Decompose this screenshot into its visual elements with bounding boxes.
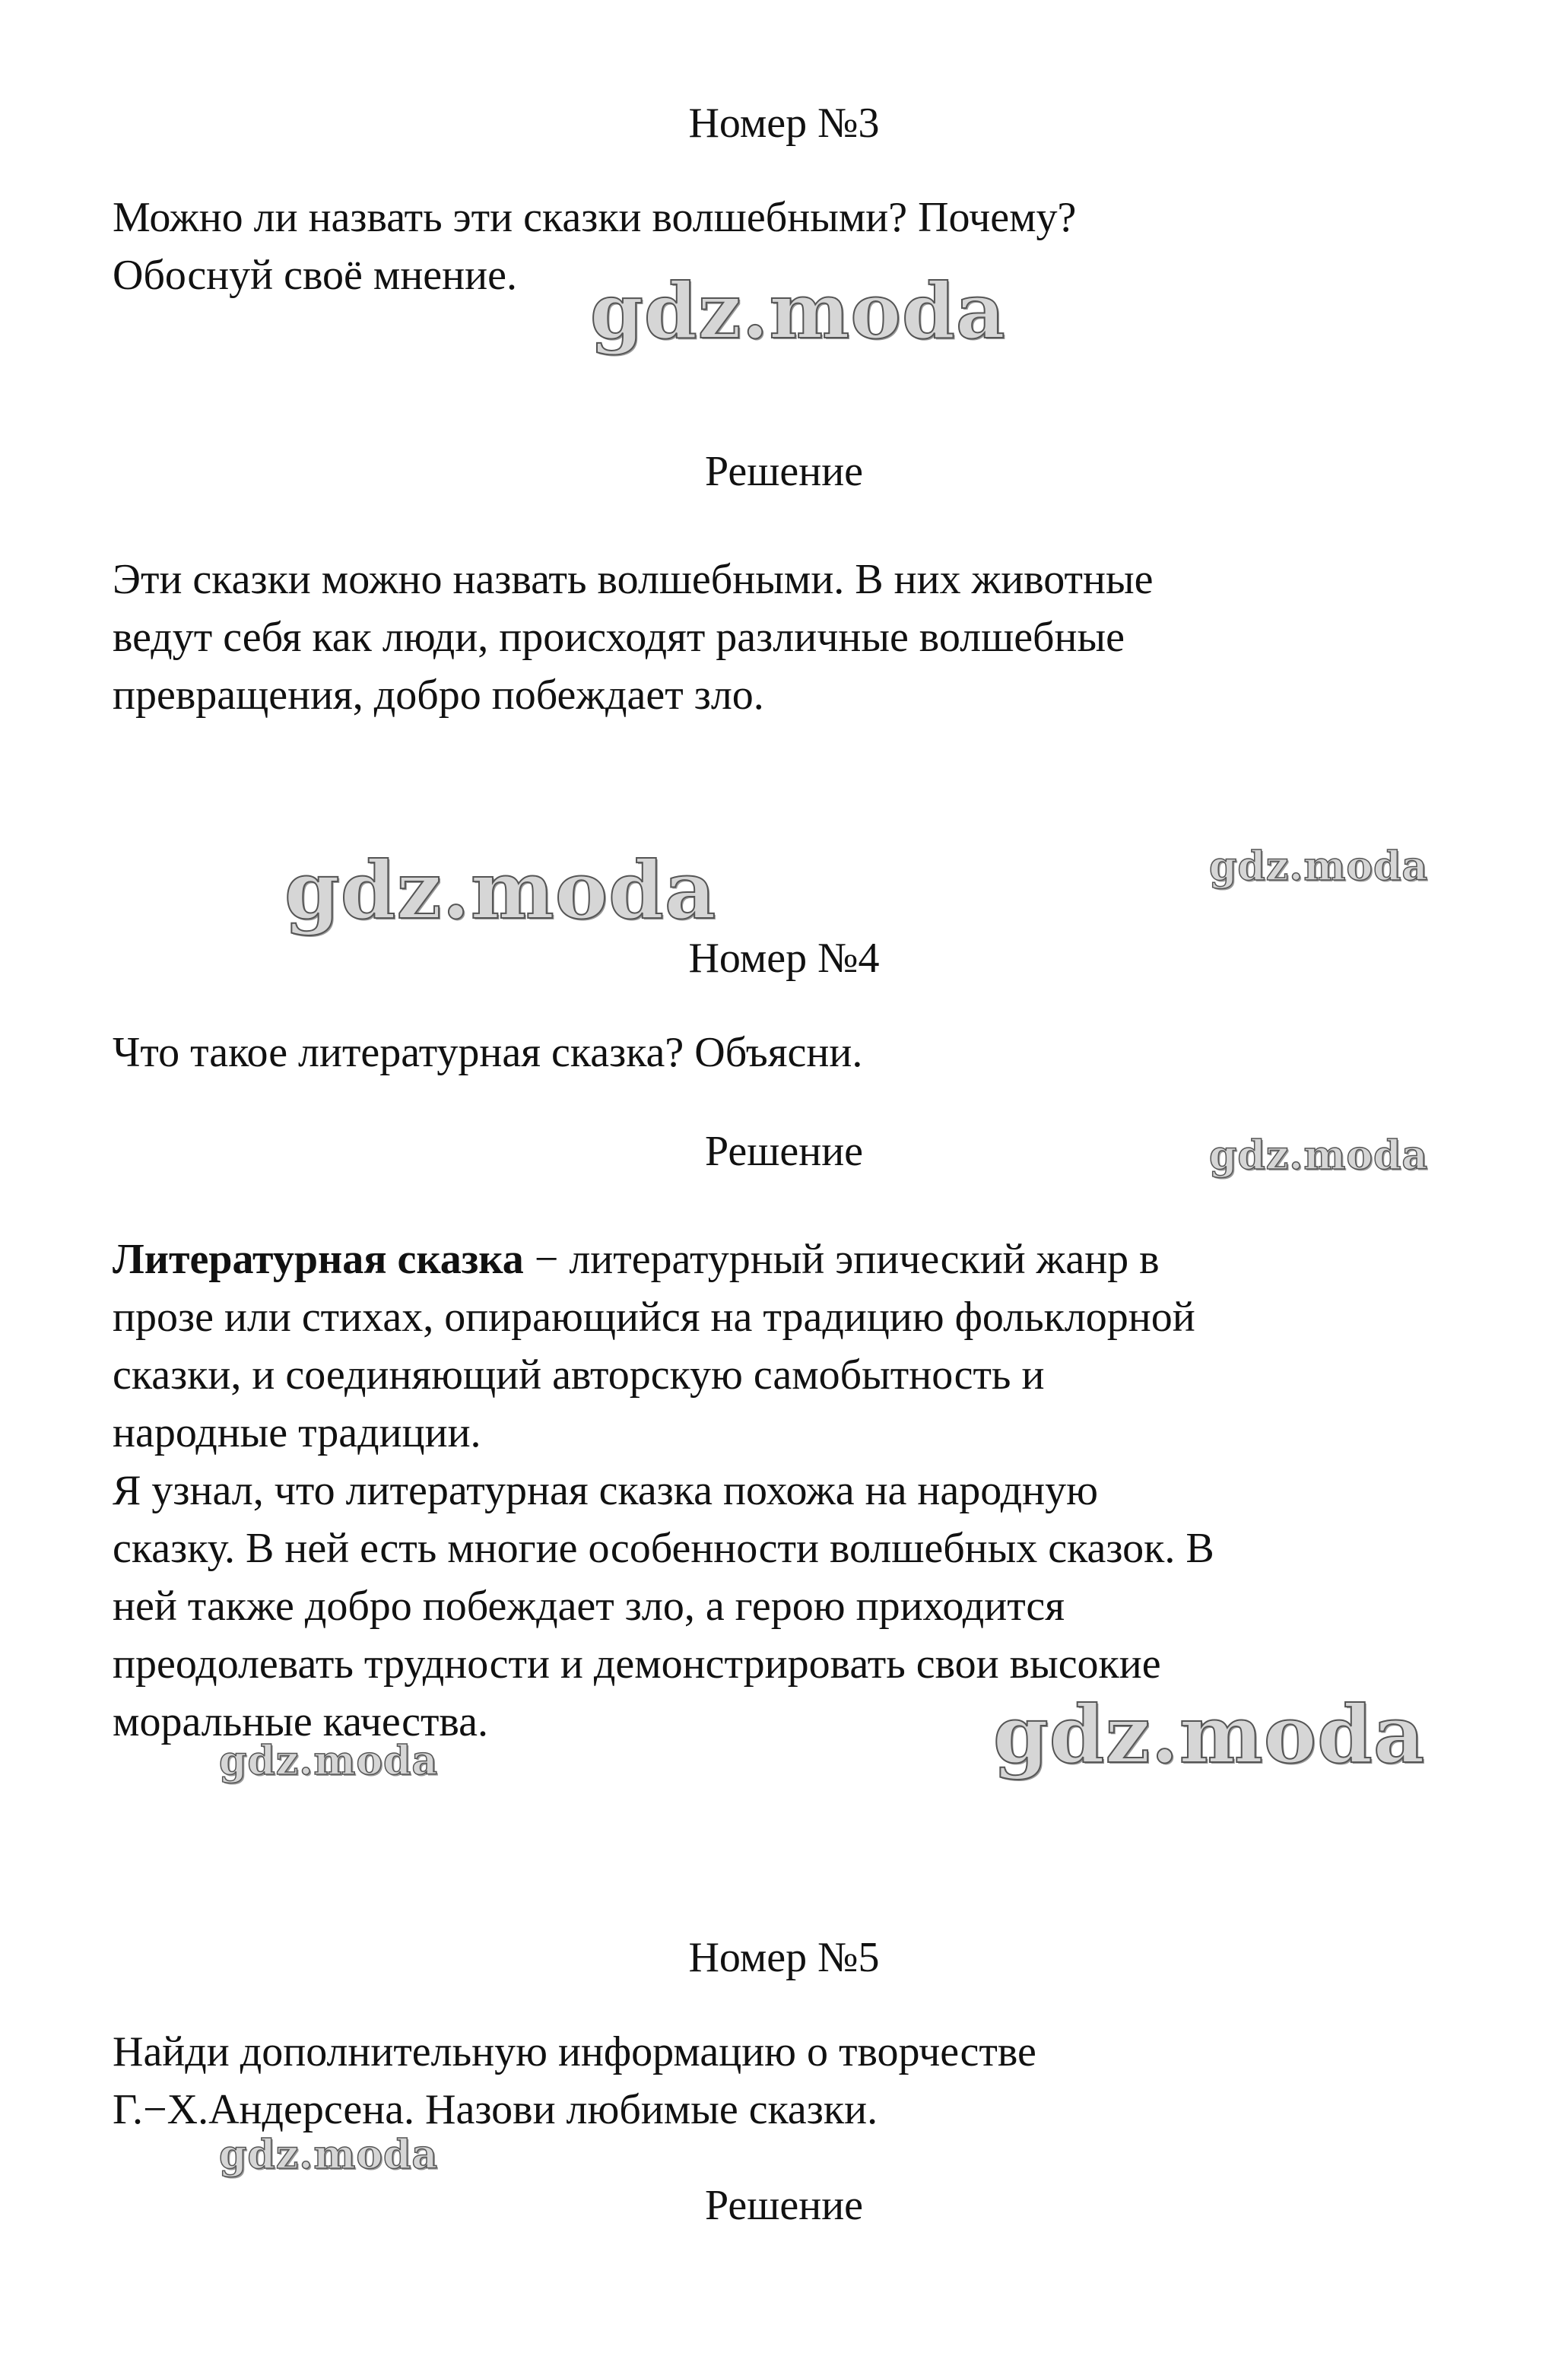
task5-question-line: Найди дополнительную информацию о творчестве — [113, 2028, 1036, 2075]
watermark-logo: gdz.moda — [1209, 1132, 1429, 1179]
definition-term: Литературная сказка — [113, 1236, 524, 1283]
task4-heading: Номер №4 — [688, 935, 880, 982]
task4-answer-line: преодолевать трудности и демонстрировать свои высокие — [113, 1640, 1161, 1688]
watermark-logo: gdz.moda — [590, 266, 1006, 356]
task5-solution-label: Решение — [704, 2182, 864, 2229]
task4-answer-line: Я узнал, что литературная сказка похожа на народную — [113, 1467, 1098, 1514]
task4-answer — [113, 1231, 1481, 1751]
watermark-logo: gdz.moda — [219, 2132, 439, 2178]
definition-text: − литературный эпический жанр в — [523, 1236, 1160, 1283]
task4-solution-label: Решение — [704, 1128, 864, 1175]
task5-question-line: Г.−Х.Андерсена. Назови любимые сказки. — [113, 2086, 878, 2133]
definition-line: сказки, и соединяющий авторскую самобытность и — [113, 1351, 1045, 1399]
watermark-logo: gdz.moda — [1209, 843, 1429, 890]
task4-question-line: Что такое литературная сказка? Объясни. — [113, 1029, 863, 1076]
task4-answer-line: ней также добро побеждает зло, а герою приходится — [113, 1583, 1065, 1630]
task3-answer-line: превращения, добро побеждает зло. — [113, 672, 764, 719]
task3-question-line: Можно ли назвать эти сказки волшебными? Почему? — [113, 194, 1077, 241]
task4-answer-line: моральные качества. — [113, 1698, 488, 1745]
task3-heading: Номер №3 — [688, 100, 880, 147]
task3-solution-label: Решение — [704, 448, 864, 495]
definition-line — [113, 1231, 1481, 1288]
watermark-logo: gdz.moda — [219, 1738, 439, 1784]
task3-answer-line: Эти сказки можно назвать волшебными. В них животные — [113, 556, 1154, 603]
task3-answer — [113, 551, 1481, 724]
watermark-logo: gdz.moda — [284, 843, 717, 937]
task4-answer-line: сказку. В ней есть многие особенности волшебных сказок. В — [113, 1525, 1214, 1572]
definition-line: народные традиции. — [113, 1409, 481, 1456]
task3-question-line: Обоснуй своё мнение. — [113, 252, 517, 299]
task5-question — [113, 2023, 1481, 2139]
task5-heading: Номер №5 — [688, 1934, 880, 1981]
watermark-logo: gdz.moda — [993, 1688, 1426, 1781]
task4-question — [113, 1024, 1481, 1081]
definition-line: прозе или стихах, опирающийся на традицию фольклорной — [113, 1294, 1195, 1341]
task3-answer-line: ведут себя как люди, происходят различные волшебные — [113, 614, 1125, 661]
